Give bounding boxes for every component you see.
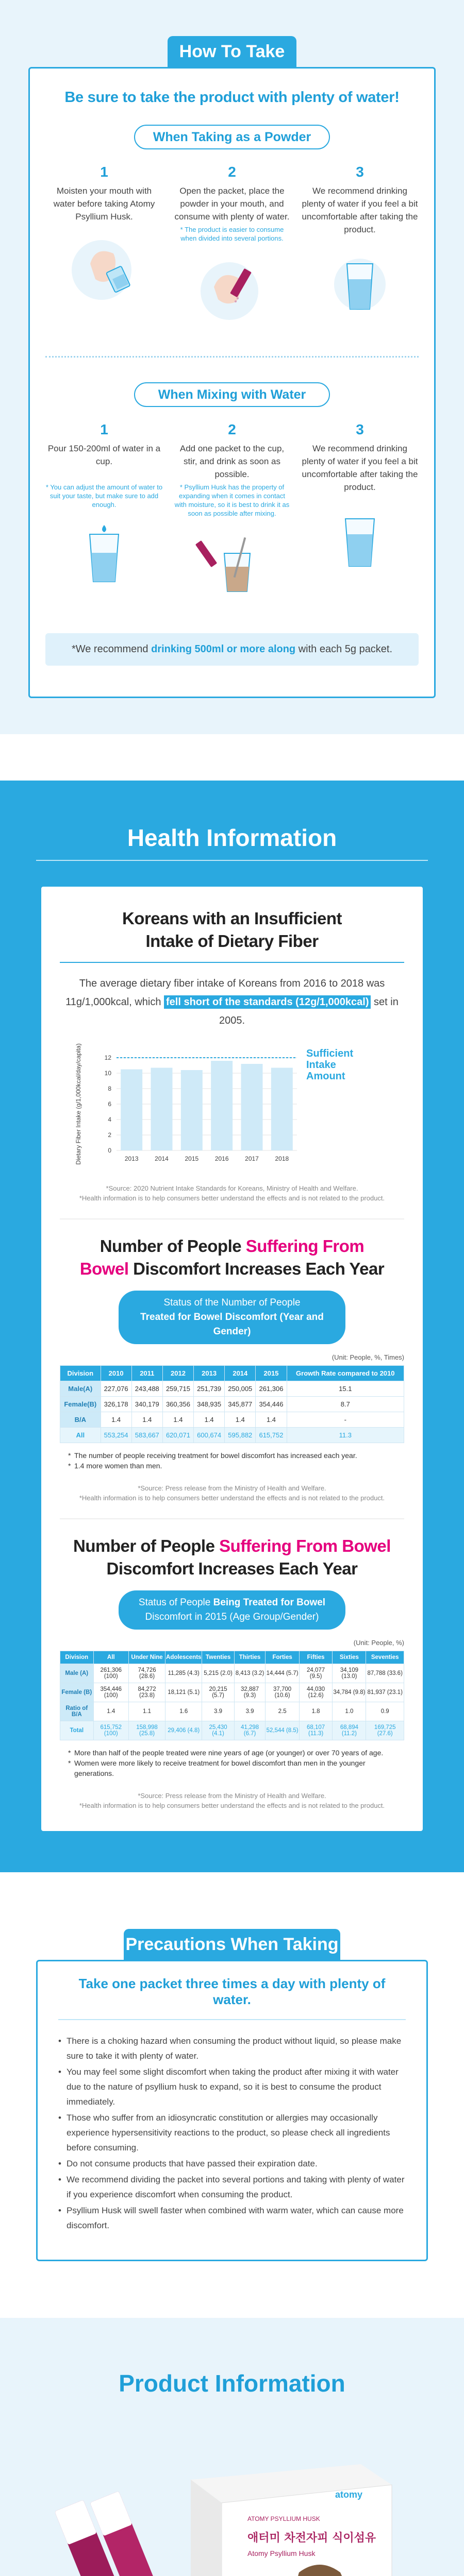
taking-powder-illustration <box>173 250 291 327</box>
column-header: 2012 <box>162 1366 193 1381</box>
table-cell: 11,285 (4.3) <box>165 1664 202 1683</box>
precaution-item: • Do not consume products that have passed their expiration date. <box>58 2156 406 2171</box>
x-tick-label: 2018 <box>275 1155 289 1162</box>
title-highlight: Bowel <box>79 1259 129 1278</box>
step-description: Pour 150-200ml of water in a cup. <box>47 444 161 466</box>
health-information-title <box>0 781 464 887</box>
y-tick-label: 10 <box>104 1070 111 1077</box>
step-description: Open the packet, place the powder in your mouth, and consume with plenty of water. <box>174 186 290 222</box>
water-recommendation-note <box>45 633 419 666</box>
column-header: 2011 <box>131 1366 162 1381</box>
table-cell: 1.4 <box>256 1412 287 1428</box>
column-header: Forties <box>266 1651 299 1664</box>
box-name-en: Atomy Psyllium Husk <box>247 2549 316 2557</box>
title-highlight: Suffering From Bowel <box>219 1536 391 1555</box>
source-line: *Source: Press release from the Ministry of Health and Welfare. <box>138 1484 326 1492</box>
table-cell: 2.5 <box>266 1702 299 1721</box>
table-cell: 1.1 <box>129 1702 165 1721</box>
water-step-1 <box>45 421 163 602</box>
table-cell: 81,937 (23.1) <box>366 1683 404 1702</box>
bowel-year-title <box>60 1235 404 1280</box>
table-cell: 74,726 (28.6) <box>129 1664 165 1683</box>
table-header-row <box>60 1366 404 1381</box>
precautions-card <box>36 1960 428 2261</box>
pill-line: Discomfort in 2015 (Age Group/Gender) <box>145 1612 319 1622</box>
water-cup-icon <box>45 516 163 594</box>
table-cell: 18,121 (5.1) <box>165 1683 202 1702</box>
table-cell: 24,077 (9.5) <box>299 1664 333 1683</box>
table-cell: 1.4 <box>162 1412 193 1428</box>
table-cell: 52,544 (8.5) <box>266 1721 299 1740</box>
table-unit: (Unit: People, %) <box>353 1639 404 1647</box>
powder-step-1 <box>45 164 163 327</box>
table-cell: 29,406 (4.8) <box>165 1721 202 1740</box>
row-header: All <box>60 1428 101 1443</box>
y-tick-label: 8 <box>108 1085 111 1092</box>
water-method-pill: When Mixing with Water <box>134 382 330 407</box>
glass-of-water-icon <box>301 243 419 320</box>
step-number: 3 <box>356 164 364 180</box>
table-cell: 326,178 <box>101 1397 131 1412</box>
bowel-age-source <box>60 1791 404 1810</box>
table-cell: 1.4 <box>93 1702 129 1721</box>
table-cell: 34,109 (13.0) <box>333 1664 366 1683</box>
precautions-title: Precautions When Taking <box>124 1929 340 1960</box>
table-unit: (Unit: People, %, Times) <box>332 1353 404 1361</box>
column-header: 2015 <box>256 1366 287 1381</box>
row-header: Female(B) <box>60 1397 101 1412</box>
note-prefix: *We recommend <box>71 643 152 655</box>
column-header: Sixties <box>333 1651 366 1664</box>
table-cell: 243,488 <box>131 1381 162 1397</box>
table-cell: 354,446 <box>256 1397 287 1412</box>
section-spacer <box>0 734 464 781</box>
stirring-packet-icon <box>173 525 291 602</box>
table-cell: 8.7 <box>287 1397 404 1412</box>
table-cell: 227,076 <box>101 1381 131 1397</box>
title-part: Discomfort Increases Each Year <box>128 1259 385 1278</box>
water-steps <box>45 421 419 602</box>
y-tick-label: 4 <box>108 1116 111 1123</box>
column-header: 2013 <box>194 1366 225 1381</box>
table-row <box>60 1381 404 1397</box>
water-step-3 <box>301 421 419 602</box>
table-cell: 25,430 (4.1) <box>202 1721 234 1740</box>
row-header: Male(A) <box>60 1381 101 1397</box>
table-cell: 37,700 (10.6) <box>266 1683 299 1702</box>
glass-of-water-icon <box>301 501 419 578</box>
title-part: Number of People <box>100 1236 246 1256</box>
divider <box>60 1518 404 1519</box>
table-cell: 615,752 (100) <box>93 1721 129 1740</box>
table-cell: 0.9 <box>366 1702 404 1721</box>
fiber-intake-chart <box>60 1042 404 1171</box>
water-step-2 <box>173 421 291 602</box>
powder-step-3 <box>301 164 419 327</box>
bowel-year-source <box>60 1483 404 1503</box>
y-tick-label: 2 <box>108 1131 111 1139</box>
powder-steps <box>45 164 419 327</box>
table-row <box>60 1397 404 1412</box>
table-cell: 261,306 <box>256 1381 287 1397</box>
step-number: 3 <box>356 421 364 437</box>
bowel-year-subtitle-pill <box>119 1291 345 1344</box>
note-item: * 1.4 more women than men. <box>68 1461 404 1471</box>
bowel-age-table <box>60 1651 404 1740</box>
table-cell: 1.4 <box>101 1412 131 1428</box>
column-header: Seventies <box>366 1651 404 1664</box>
precaution-item: • Psyllium Husk will swell faster when combined with warm water, which can cause more discomfort. <box>58 2203 406 2233</box>
bar <box>211 1061 233 1150</box>
fiber-text-highlight: fell short of the standards (12g/1,000kcal) <box>164 995 371 1009</box>
table-row <box>60 1683 404 1702</box>
x-tick-label: 2014 <box>155 1155 169 1162</box>
table-cell: 348,935 <box>194 1397 225 1412</box>
pill-line: Status of the Number of People <box>163 1297 301 1308</box>
table-cell: 600,674 <box>194 1428 225 1443</box>
disclaimer-line: *Health information is to help consumers better understand the effects and is not related to the product. <box>79 1194 385 1202</box>
how-to-take-title: How To Take <box>168 36 296 67</box>
table-cell: 360,356 <box>162 1397 193 1412</box>
box-tag: ATOMY PSYLLIUM HUSK <box>247 2515 320 2522</box>
table-cell: 84,272 (23.8) <box>129 1683 165 1702</box>
powder-method-pill: When Taking as a Powder <box>134 125 330 149</box>
table-cell: 20,215 (5.7) <box>202 1683 234 1702</box>
step-description: We recommend drinking plenty of water if you feel a bit uncomfortable after taking the product. <box>302 444 418 492</box>
step-description: We recommend drinking plenty of water if you feel a bit uncomfortable after taking the product. <box>302 186 418 234</box>
divider <box>60 1218 404 1219</box>
precaution-item: • Those who suffer from an idiosyncratic constitution or allergies may occasionally experience hypersensitivity reactions to the product, so please check all ingredients before consuming. <box>58 2110 406 2155</box>
precaution-item: • We recommend dividing the packet into several portions and taking with plenty of water if you experience discomfort when consuming the product. <box>58 2172 406 2202</box>
step-note: * Psyllium Husk has the property of expanding when it comes in contact with moisture, so it is best to drink it as soon as possible after mixing. <box>174 483 290 517</box>
table-cell: 5,215 (2.0) <box>202 1664 234 1683</box>
fiber-description <box>60 974 404 1030</box>
column-header: Adolescents <box>165 1651 202 1664</box>
table-row <box>60 1721 404 1740</box>
table-cell: 259,715 <box>162 1381 193 1397</box>
step-number: 2 <box>228 421 236 437</box>
table-cell: 615,752 <box>256 1428 287 1443</box>
product-information-title: Product Information <box>119 2370 345 2397</box>
fiber-source <box>60 1183 404 1203</box>
table-cell: 14,444 (5.7) <box>266 1664 299 1683</box>
bar <box>241 1064 263 1150</box>
note-item: * The number of people receiving treatment for bowel discomfort has increased each year. <box>68 1450 404 1461</box>
disclaimer-line: *Health information is to help consumers better understand the effects and is not related to the product. <box>79 1802 385 1809</box>
fiber-title-line1: Koreans with an Insufficient <box>122 909 342 928</box>
bowel-age-notes <box>60 1748 404 1778</box>
bowel-age-subtitle-pill <box>119 1590 345 1630</box>
table-cell: 1.0 <box>333 1702 366 1721</box>
x-tick-label: 2016 <box>214 1155 229 1162</box>
column-header: Thirties <box>234 1651 266 1664</box>
row-header: Male (A) <box>60 1664 94 1683</box>
title-part: Discomfort Increases Each Year <box>106 1559 358 1578</box>
table-cell: 1.4 <box>225 1412 256 1428</box>
product-image <box>31 2418 433 2576</box>
bar <box>121 1070 142 1151</box>
precaution-item: • You may feel some slight discomfort when taking the product after mixing it with water due to the nature of psyllium husk to expand, so it is best to consume the product immediately. <box>58 2064 406 2109</box>
table-cell: 261,306 (100) <box>93 1664 129 1683</box>
table-cell: 8,413 (3.2) <box>234 1664 266 1683</box>
column-header: Division <box>60 1366 101 1381</box>
title-part: Number of People <box>73 1536 220 1555</box>
product-information-section <box>0 2318 464 2576</box>
bowel-year-table <box>60 1365 404 1443</box>
column-header: Twenties <box>202 1651 234 1664</box>
table-row <box>60 1702 404 1721</box>
table-cell: 68,107 (11.3) <box>299 1721 333 1740</box>
reference-label: Sufficient <box>306 1048 354 1059</box>
step-note: * The product is easier to consume when divided into several portions. <box>180 226 284 242</box>
table-cell: 3.9 <box>202 1702 234 1721</box>
fiber-title-line2: Intake of Dietary Fiber <box>145 931 319 951</box>
bar <box>271 1068 293 1151</box>
fiber-text-pre: The average dietary fiber intake of Koreans from 2016 to 2018 was 11g/1,000kcal, which <box>65 978 385 1008</box>
disclaimer-line: *Health information is to help consumers better understand the effects and is not related to the product. <box>79 1494 385 1502</box>
table-cell: 340,179 <box>131 1397 162 1412</box>
y-tick-label: 6 <box>108 1100 111 1108</box>
table-cell: 32,887 (9.3) <box>234 1683 266 1702</box>
fiber-intake-chart-svg <box>60 1042 404 1171</box>
table-cell: 595,882 <box>225 1428 256 1443</box>
step-note: * You can adjust the amount of water to suit your taste, but make sure to add enough. <box>45 483 163 509</box>
column-header: 2014 <box>225 1366 256 1381</box>
step-number: 1 <box>100 164 108 180</box>
y-tick-label: 0 <box>108 1147 111 1154</box>
table-cell: 345,877 <box>225 1397 256 1412</box>
how-to-take-headline: Be sure to take the product with plenty of water! <box>64 89 400 106</box>
row-header: Ratio of B/A <box>60 1702 94 1721</box>
table-cell: 553,254 <box>101 1428 131 1443</box>
table-cell: 583,667 <box>131 1428 162 1443</box>
row-header: Female (B) <box>60 1683 94 1702</box>
powder-step-2 <box>173 164 291 327</box>
precautions-list <box>58 2033 406 2233</box>
x-tick-label: 2017 <box>245 1155 259 1162</box>
column-header: Under Nine <box>129 1651 165 1664</box>
x-tick-label: 2015 <box>185 1155 199 1162</box>
y-axis-label: Dietary Fiber Intake (g/1,000kcal/day/capita) <box>75 1043 82 1165</box>
how-to-take-card <box>28 67 436 698</box>
note-emphasis: drinking 500ml or more along <box>151 643 296 655</box>
table-cell: 15.1 <box>287 1381 404 1397</box>
table-cell: 44,030 (12.6) <box>299 1683 333 1702</box>
column-header: Fifties <box>299 1651 333 1664</box>
bar <box>181 1070 203 1150</box>
box-brand: atomy <box>335 2489 363 2500</box>
step-description: Moisten your mouth with water before taking Atomy Psyllium Husk. <box>53 186 155 222</box>
table-cell: 251,739 <box>194 1381 225 1397</box>
precautions-subtitle: Take one packet three times a day with plenty of water. <box>58 1976 406 2020</box>
reference-label: Amount <box>306 1071 345 1082</box>
table-row <box>60 1428 404 1443</box>
step-description: Add one packet to the cup, stir, and drink as soon as possible. <box>179 444 285 479</box>
precaution-item: • There is a choking hazard when consuming the product without liquid, so please make sure to take it with plenty of water. <box>58 2033 406 2063</box>
title-highlight: Suffering From <box>245 1236 364 1256</box>
divider <box>60 962 404 963</box>
table-cell: 1.4 <box>131 1412 162 1428</box>
bar <box>151 1068 173 1151</box>
table-cell: - <box>287 1412 404 1428</box>
x-tick-label: 2013 <box>124 1155 139 1162</box>
step-number: 1 <box>100 421 108 437</box>
table-cell: 68,894 (11.2) <box>333 1721 366 1740</box>
table-row <box>60 1412 404 1428</box>
table-header-row <box>60 1651 404 1664</box>
table-cell: 1.4 <box>194 1412 225 1428</box>
table-cell: 41,298 (6.7) <box>234 1721 266 1740</box>
pill-emphasis: Being Treated for Bowel <box>213 1597 326 1608</box>
health-title-text: Health Information <box>127 824 337 851</box>
table-cell: 250,005 <box>225 1381 256 1397</box>
table-cell: 158,998 (25.8) <box>129 1721 165 1740</box>
source-line: *Source: 2020 Nutrient Intake Standards for Koreans, Ministry of Health and Welfare. <box>106 1184 358 1192</box>
source-line: *Source: Press release from the Ministry of Health and Welfare. <box>138 1792 326 1800</box>
pill-line: Status of People <box>138 1597 213 1608</box>
precautions-section <box>0 1872 464 2261</box>
column-header: All <box>93 1651 129 1664</box>
table-cell: 169,725 (27.6) <box>366 1721 404 1740</box>
row-header: Total <box>60 1721 94 1740</box>
table-cell: 620,071 <box>162 1428 193 1443</box>
health-information-card <box>41 887 423 1831</box>
row-header: B/A <box>60 1412 101 1428</box>
fiber-section-title <box>60 907 404 953</box>
section-divider <box>45 356 419 358</box>
table-cell: 34,784 (9.8) <box>333 1683 366 1702</box>
y-tick-label: 12 <box>104 1054 111 1061</box>
column-header: Growth Rate compared to 2010 <box>287 1366 404 1381</box>
note-suffix: with each 5g packet. <box>295 643 393 655</box>
table-cell: 1.6 <box>165 1702 202 1721</box>
product-box-illustration <box>31 2418 433 2576</box>
table-cell: 3.9 <box>234 1702 266 1721</box>
fiber-text-post: set in 2005. <box>219 996 399 1026</box>
table-cell: 11.3 <box>287 1428 404 1443</box>
drinking-water-illustration <box>45 230 163 308</box>
column-header: 2010 <box>101 1366 131 1381</box>
reference-label: Intake <box>306 1059 336 1071</box>
box-name-kr: 애터미 차전자피 식이섬유 <box>247 2532 376 2545</box>
table-cell: 87,788 (33.6) <box>366 1664 404 1683</box>
pill-line: Treated for Bowel Discomfort (Year and Gender) <box>140 1312 324 1337</box>
bowel-year-notes <box>60 1450 404 1471</box>
table-cell: 354,446 (100) <box>93 1683 129 1702</box>
bowel-age-title <box>60 1535 404 1580</box>
health-information-section <box>0 734 464 1872</box>
table-row <box>60 1664 404 1683</box>
table-cell: 1.8 <box>299 1702 333 1721</box>
step-number: 2 <box>228 164 236 180</box>
note-item: * More than half of the people treated were nine years of age (or younger) or over 70 years of age. <box>68 1748 404 1758</box>
column-header: Division <box>60 1651 94 1664</box>
note-item: * Women were more likely to receive treatment for bowel discomfort than men in the younger generations. <box>68 1758 404 1778</box>
how-to-take-section <box>0 0 464 734</box>
